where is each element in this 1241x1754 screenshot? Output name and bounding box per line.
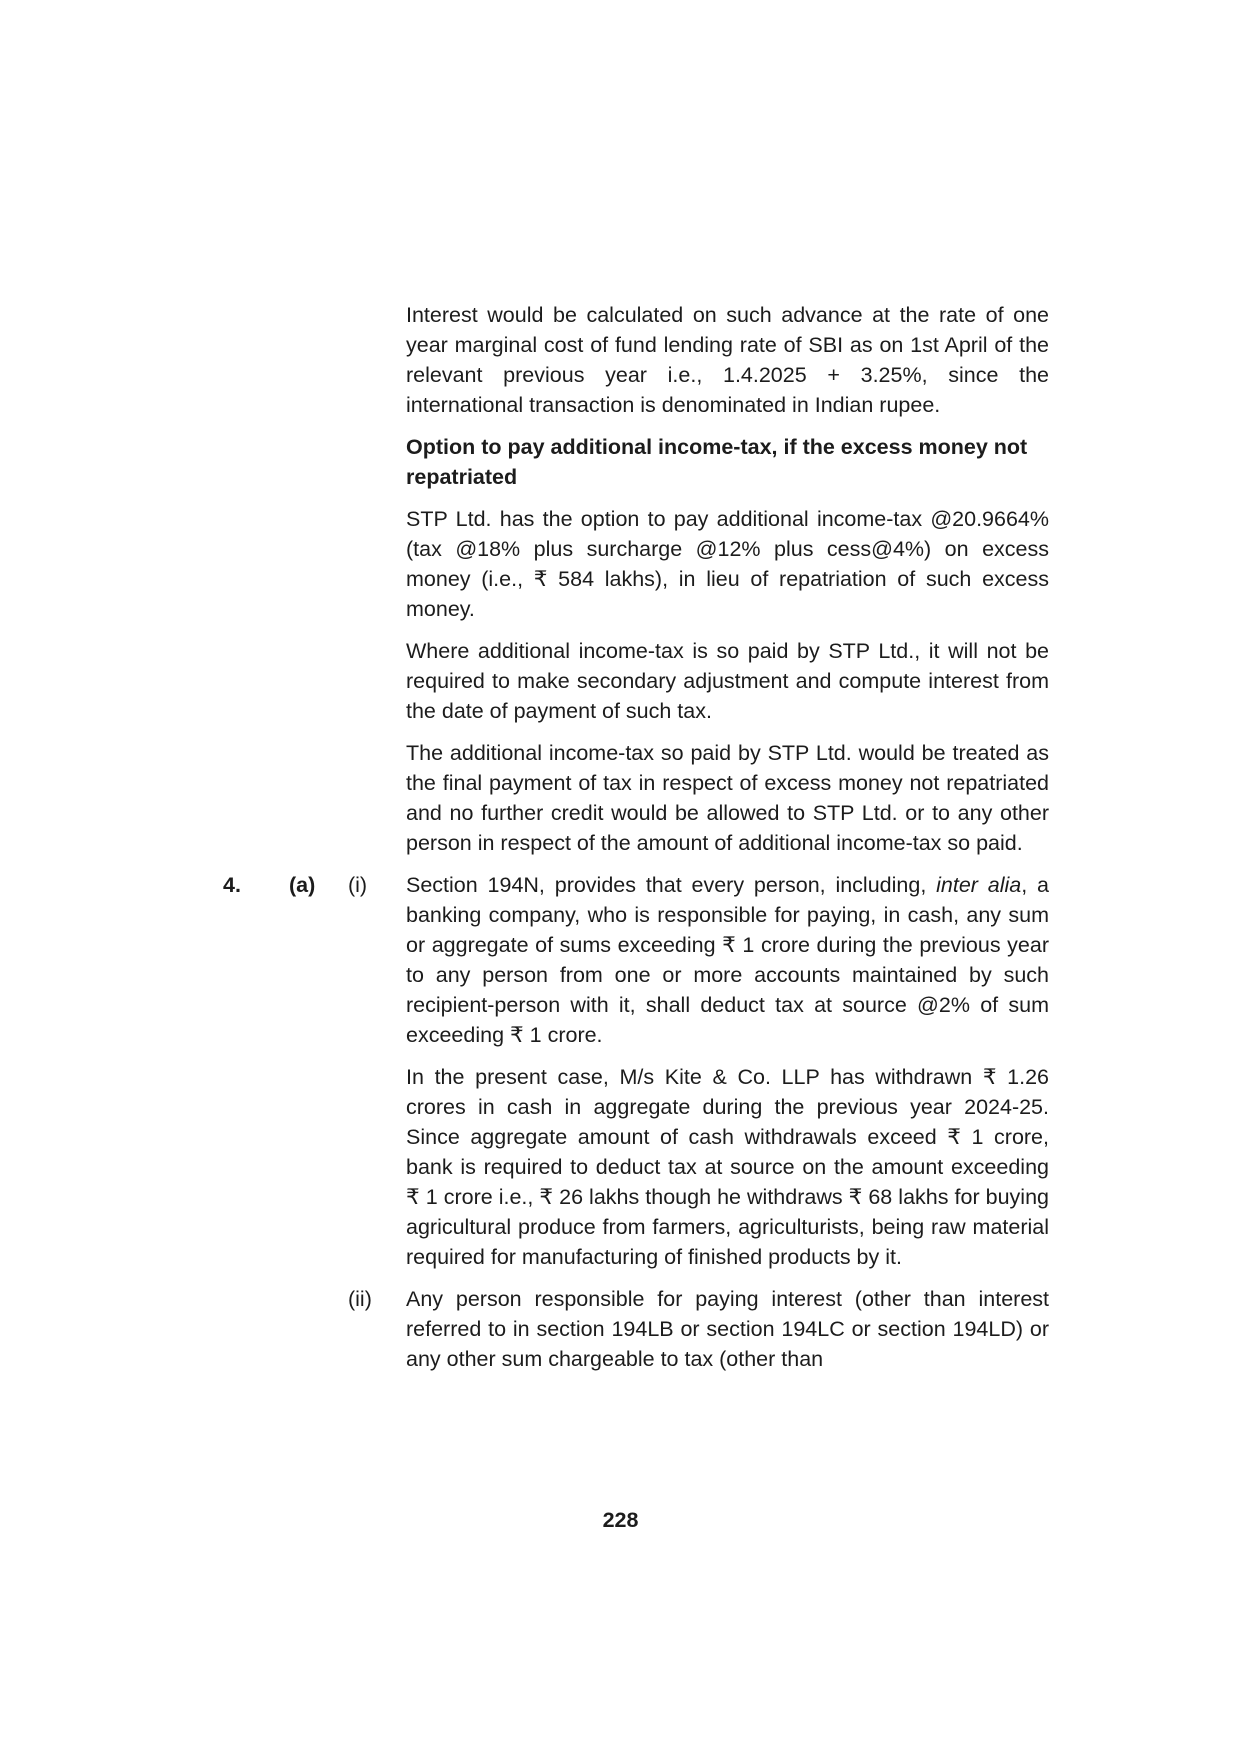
- item-number: 4.: [223, 873, 241, 897]
- item-letter: (a): [289, 873, 316, 897]
- paragraph-final-payment: The additional income-tax so paid by STP Ltd. would be treated as the final payment of tax in respect of excess money not repatriated and no further credit would be allowed to STP Ltd. or to any other person in respect of the amount of additional income-tax so paid.: [406, 741, 1049, 855]
- item-text-after-italic: , a banking company, who is responsible for paying, in cash, any sum or aggregate of sums exceeding ₹ 1 crore during the previous year to any person from one or more accounts maintained by such recipient-person with it, shall deduct tax at source @2% of sum exceeding ₹ 1 crore.: [406, 873, 1050, 1047]
- heading-option-additional-income-tax: Option to pay additional income-tax, if the excess money not repatriated: [406, 435, 1028, 489]
- answer-item-4a-ii: [348, 1284, 1053, 1374]
- item-text-any-person: Any person responsible for paying interest (other than interest referred to in section 194LB or section 194LC or section 194LD) or any other sum chargeable to tax (other than: [406, 1287, 1049, 1371]
- paragraph-present-case: In the present case, M/s Kite & Co. LLP has withdrawn ₹ 1.26 crores in cash in aggregate during the previous year 2024-25. Since aggregate amount of cash withdrawals exceed ₹ 1 crore, bank is required to deduct tax at source on the amount exceeding ₹ 1 crore i.e., ₹ 26 lakhs though he withdraws ₹ 68 lakhs for buying agricultural produce from farmers, agriculturists, being raw material required for manufacturing of finished products by it.: [406, 1065, 1049, 1269]
- paragraph-where-additional-tax-paid: Where additional income-tax is so paid by STP Ltd., it will not be required to make secondary adjustment and compute interest from the date of payment of such tax.: [406, 639, 1049, 723]
- item-text-before-italic: Section 194N, provides that every person, including,: [406, 873, 937, 897]
- page-number: 228: [602, 1508, 639, 1532]
- answer-item-4a-i: [223, 870, 1053, 1050]
- page-content: [223, 300, 1053, 1386]
- item-text-section-194n: [406, 870, 1049, 1050]
- paragraph-stp-option: STP Ltd. has the option to pay additional income-tax @20.9664% (tax @18% plus surcharge @12% plus cess@4%) on excess money (i.e., ₹ 584 lakhs), in lieu of repatriation of such excess money.: [406, 507, 1049, 621]
- item-text-italic: inter alia: [936, 873, 1022, 897]
- paragraph-interest-calculation: Interest would be calculated on such advance at the rate of one year marginal cost of fund lending rate of SBI as on 1st April of the relevant previous year i.e., 1.4.2025 + 3.25%, since the international transaction is denominated in Indian rupee.: [406, 303, 1049, 417]
- item-roman-i: (i): [348, 873, 368, 897]
- item-roman-ii: (ii): [348, 1287, 372, 1311]
